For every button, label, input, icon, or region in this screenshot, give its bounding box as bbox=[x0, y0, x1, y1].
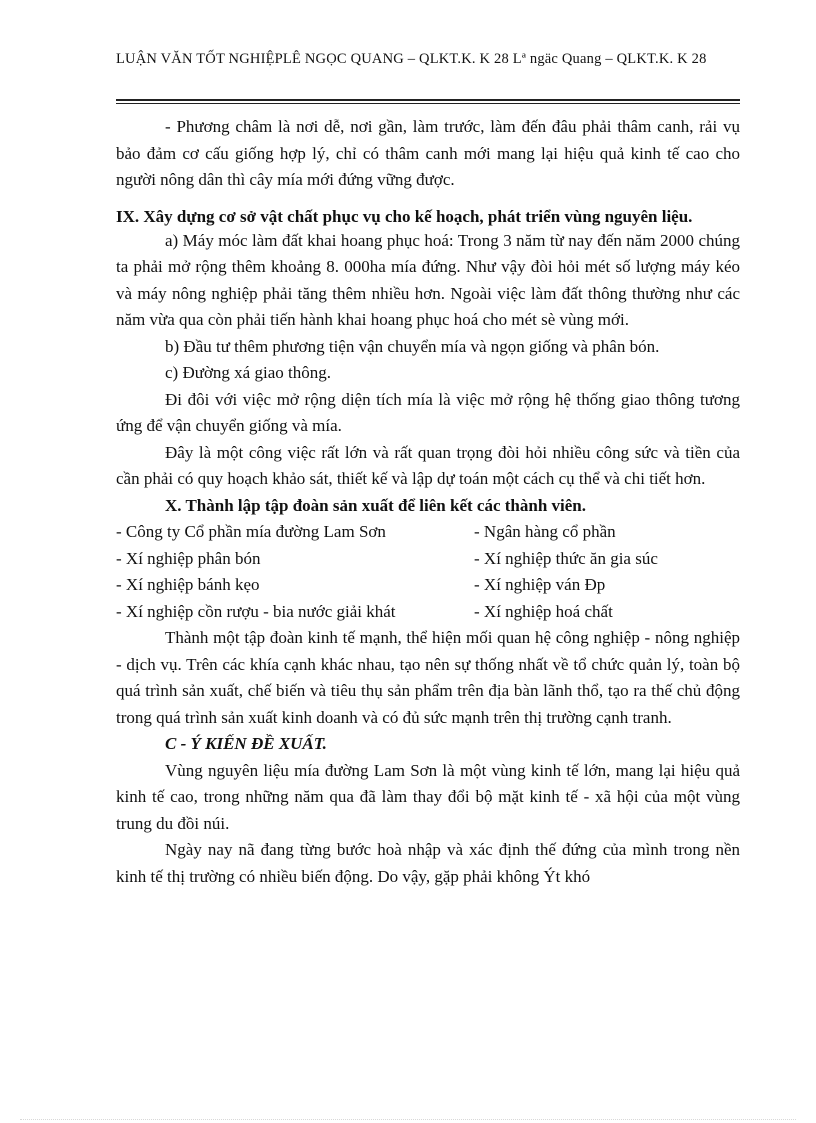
body-content bbox=[116, 114, 740, 890]
header-rule-thick bbox=[116, 99, 740, 101]
member-left: - Xí nghiệp bánh kẹo bbox=[116, 575, 260, 594]
paragraph-ngay-nay: Ngày nay nã đang từng bước hoà nhập và xác định thế đứng của mình trong nền kinh tế thị trường có nhiều biến động. Do vậy, gặp phải không Ýt khó bbox=[116, 840, 740, 886]
paragraph-vung-nguyen-lieu: Vùng nguyên liệu mía đường Lam Sơn là một vùng kinh tế lớn, mang lại hiệu quả kinh tế cao, trong những năm qua đã làm thay đổi bộ mặt kinh tế - xã hội của một vùng trung du đồi núi. bbox=[116, 760, 740, 833]
member-left: - Xí nghiệp phân bón bbox=[116, 548, 261, 568]
paragraph-day-la: Đây là một công việc rất lớn và rất quan trọng đòi hỏi nhiều công sức và tiền của cần phải có quy hoạch khảo sát, thiết kế và lập dự toán một cách cụ thể và chi tiết hơn. bbox=[116, 442, 740, 488]
paragraph-a: a) Máy móc làm đất khai hoang phục hoá: Trong 3 năm từ nay đến năm 2000 chúng ta phải mở rộng thêm khoảng 8. 000ha mía đứng. Như vậy đòi hỏi mét số lượng máy kéo và máy nông nghiệp phải tăng thêm nhiều hơn. Ngoài việc làm đất thông thường như các năm vừa qua còn phải tiến hành khai hoang phục hoá cho mét sè vùng mới. bbox=[116, 230, 740, 329]
member-right: - Xí nghiệp ván Đp bbox=[474, 575, 606, 594]
section-heading-x: X. Thành lập tập đoàn sản xuất để liên kết các thành viên. bbox=[165, 495, 587, 515]
page-bottom-border bbox=[20, 1119, 796, 1120]
paragraph-phuong-cham: - Phương châm là nơi dễ, nơi gần, làm trước, làm đến đâu phải thâm canh, rải vụ bảo đảm cơ cấu giống hợp lý, chỉ có thâm canh mới mang lại hiệu quả kinh tế cao cho người nông dân thì cây mía mới đứng vững được. bbox=[116, 117, 740, 189]
paragraph-c: c) Đường xá giao thông. bbox=[165, 363, 331, 382]
paragraph-thanh-mot: Thành một tập đoàn kinh tế mạnh, thể hiện mối quan hệ công nghiệp - nông nghiệp - dịch vụ. Trên các khía cạnh khác nhau, tạo nên sự thống nhất về tổ chức quản lý, toàn bộ quá trình sản xuất, chế biến và tiêu thụ sản phẩm trên địa bàn lãnh thổ, tạo ra thế chủ động trong quá trình sản xuất kinh doanh và có đủ sức mạnh trên thị trường cạnh tranh. bbox=[116, 628, 740, 727]
member-right: - Ngân hàng cổ phần bbox=[474, 522, 616, 541]
section-heading-ix: IX. Xây dựng cơ sở vật chất phục vụ cho kế hoạch, phát triển vùng nguyên liệu. bbox=[116, 206, 693, 226]
member-list bbox=[116, 519, 740, 625]
page-header: LUẬN VĂN TỐT NGHIỆPLÊ NGỌC QUANG – QLKT.K. K 28 Lª ngäc Quang – QLKT.K. K 28 bbox=[116, 51, 707, 67]
member-right: - Xí nghiệp hoá chất bbox=[474, 601, 613, 621]
header-rule-thin bbox=[116, 103, 740, 104]
paragraph-b: b) Đầu tư thêm phương tiện vận chuyển mía và ngọn giống và phân bón. bbox=[165, 336, 660, 356]
member-row bbox=[116, 519, 740, 546]
member-row bbox=[116, 546, 740, 573]
member-right: - Xí nghiệp thức ăn gia súc bbox=[474, 548, 658, 568]
section-heading-c: C - Ý KIẾN ĐỀ XUẤT. bbox=[165, 734, 327, 753]
member-row bbox=[116, 599, 740, 626]
paragraph-di-doi: Đi đôi với việc mở rộng diện tích mía là việc mở rộng hệ thống giao thông tương ứng để vận chuyển giống và mía. bbox=[116, 389, 740, 435]
member-row bbox=[116, 572, 740, 599]
member-left: - Công ty Cổ phần mía đường Lam Sơn bbox=[116, 522, 386, 541]
member-left: - Xí nghiệp cồn rượu - bia nước giải khát bbox=[116, 601, 396, 621]
